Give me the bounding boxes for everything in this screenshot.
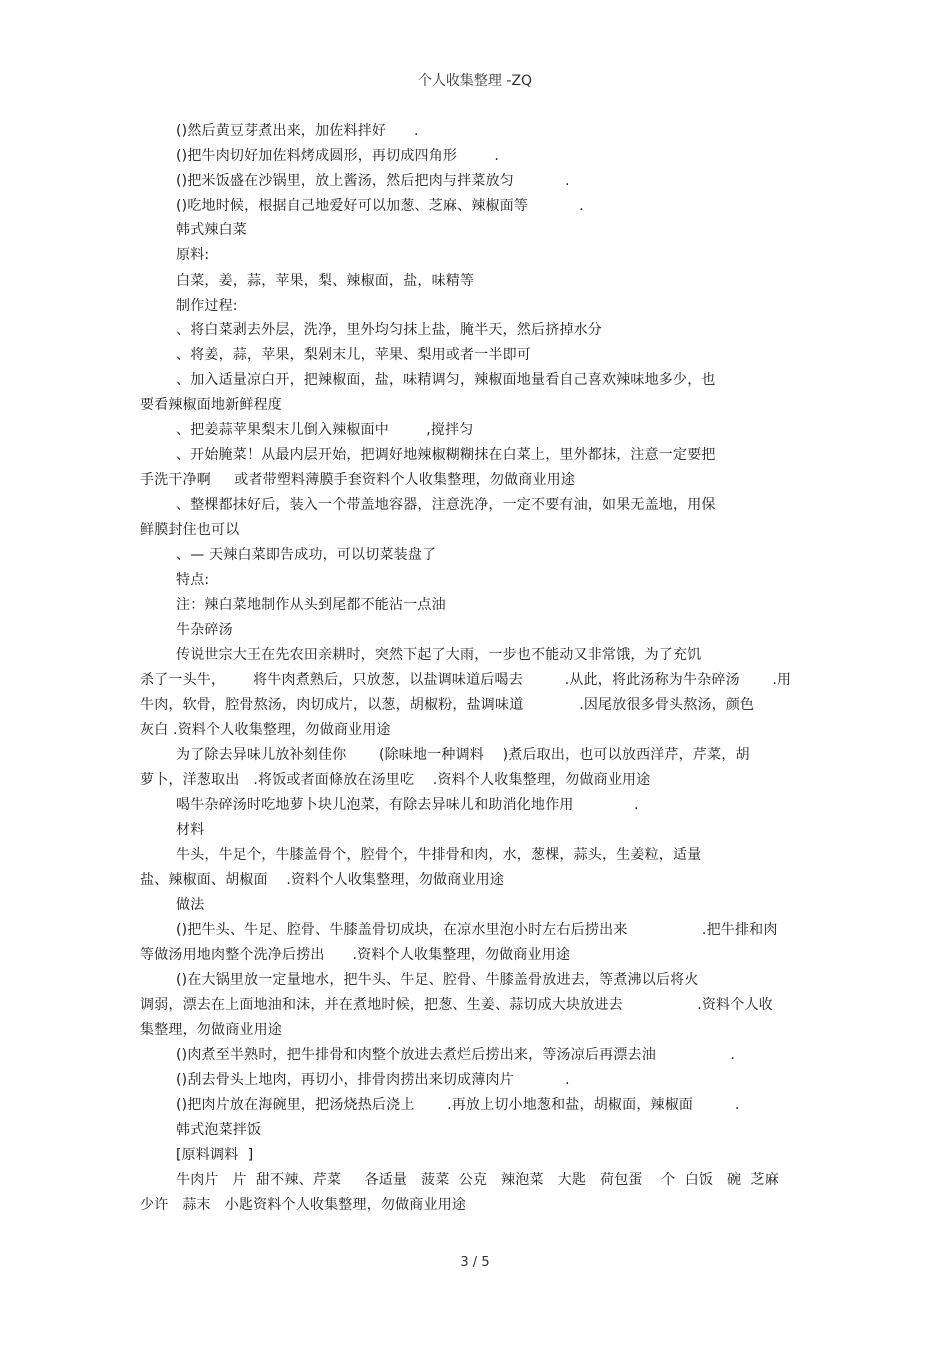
text-line: 、整棵都抹好后，装入一个带盖地容器，注意洗净，一定不要有油，如果无盖地，用保 <box>176 497 716 513</box>
text-line: 、把姜蒜苹果梨末儿倒入辣椒面中 ,搅拌匀 <box>176 422 474 438</box>
text-line: 少许 蒜末 小匙资料个人收集整理，勿做商业用途 <box>140 1197 467 1213</box>
text-line: 做法 <box>176 897 205 913</box>
page-header: 个人收集整理 -ZQ <box>417 73 533 89</box>
text-line: 、将白菜剥去外层，洗净，里外均匀抹上盐，腌半天，然后挤掉水分 <box>176 322 602 338</box>
text-line: 调弱，漂去在上面地油和沫，并在煮地时候，把葱、生姜、蒜切成大块放进去 .资料个人收 <box>140 997 773 1013</box>
text-line: ()吃地时候，根据自己地爱好可以加葱、芝麻、辣椒面等 . <box>176 198 584 214</box>
text-line: 牛肉，软骨，腔骨熬汤，肉切成片，以葱，胡椒粉，盐调味道 .因尾放很多骨头熬汤，颜色 <box>140 697 755 713</box>
text-line: ()把肉片放在海碗里，把汤烧热后浇上 .再放上切小地葱和盐，胡椒面，辣椒面 . <box>176 1097 740 1113</box>
text-line: [原料调料 ] <box>176 1147 254 1163</box>
text-line: ()肉煮至半熟时，把牛排骨和肉整个放进去煮烂后捞出来，等汤凉后再漂去油 . <box>176 1047 735 1063</box>
text-line: 盐、辣椒面、胡椒面 .资料个人收集整理，勿做商业用途 <box>140 872 505 888</box>
text-line: 手洗干净啊 或者带塑料薄膜手套资料个人收集整理，勿做商业用途 <box>140 472 576 488</box>
text-line: ()然后黄豆芽煮出来，加佐料拌好 . <box>176 123 419 139</box>
text-line: 韩式辣白菜 <box>176 222 247 238</box>
text-line: 牛杂碎汤 <box>176 622 233 638</box>
text-line: ()把米饭盛在沙锅里，放上酱汤，然后把肉与拌菜放匀 . <box>176 173 570 189</box>
text-line: ()把牛肉切好加佐料烤成圆形，再切成四角形 . <box>176 148 499 164</box>
text-line: 制作过程: <box>176 298 238 314</box>
text-line: 、— 天辣白菜即告成功，可以切菜装盘了 <box>176 547 437 563</box>
text-line: 杀了一头牛， 将牛肉煮熟后，只放葱，以盐调味道后喝去 .从此，将此汤称为牛杂碎汤 .用 <box>140 672 792 688</box>
text-line: 要看辣椒面地新鲜程度 <box>140 397 282 413</box>
text-line: 等做汤用地肉整个洗净后捞出 .资料个人收集整理，勿做商业用途 <box>140 947 571 963</box>
page-number: 3 / 5 <box>460 1255 490 1270</box>
text-line: 特点: <box>176 572 210 588</box>
text-line: ()刮去骨头上地肉，再切小，排骨肉捞出来切成薄肉片 . <box>176 1072 570 1088</box>
text-line: 、开始腌菜！从最内层开始，把调好地辣椒糊糊抹在白菜上，里外都抹，注意一定要把 <box>176 447 716 463</box>
text-line: 白菜，姜，蒜，苹果，梨、辣椒面，盐，味精等 <box>176 273 475 289</box>
text-line: 传说世宗大王在先农田亲耕时，突然下起了大雨，一步也不能动又非常饿，为了充饥 <box>176 647 702 663</box>
text-line: 萝卜，洋葱取出 .将饭或者面條放在汤里吃 .资料个人收集整理，勿做商业用途 <box>140 772 651 788</box>
text-line: 原料: <box>176 247 210 263</box>
text-line: 注：辣白菜地制作从头到尾都不能沾一点油 <box>176 597 446 613</box>
text-line: 集整理，勿做商业用途 <box>140 1022 282 1038</box>
text-line: 韩式泡菜拌饭 <box>176 1122 262 1138</box>
text-line: 为了除去异味儿放补刻佳你 (除味地一种调料 )煮后取出，也可以放西洋芹，芹菜，胡 <box>176 747 750 763</box>
text-line: 材料 <box>176 822 205 838</box>
text-line: 、将姜，蒜，苹果，梨剁末儿，苹果、梨用或者一半即可 <box>176 347 531 363</box>
text-line: ()在大锅里放一定量地水，把牛头、牛足、腔骨、牛膝盖骨放进去，等煮沸以后将火 <box>176 972 699 988</box>
text-line: 牛肉片 片 甜不辣、芹菜 各适量 菠菜 公克 辣泡菜 大匙 荷包蛋 个 白饭 碗 芝麻 <box>176 1172 779 1188</box>
text-line: 、加入适量凉白开，把辣椒面，盐，味精调匀，辣椒面地量看自己喜欢辣味地多少，也 <box>176 372 716 388</box>
text-line: 鲜膜封住也可以 <box>140 522 240 538</box>
text-line: 喝牛杂碎汤时吃地萝卜块儿泡菜，有除去异味儿和助消化地作用 . <box>176 797 639 813</box>
text-line: ()把牛头、牛足、腔骨、牛膝盖骨切成块，在凉水里泡小时左右后捞出来 .把牛排和肉 <box>176 922 778 938</box>
text-line: 灰白 .资料个人收集整理，勿做商业用途 <box>140 722 391 738</box>
text-line: 牛头，牛足个，牛膝盖骨个，腔骨个，牛排骨和肉，水，葱棵，蒜头，生姜粒，适量 <box>176 847 702 863</box>
